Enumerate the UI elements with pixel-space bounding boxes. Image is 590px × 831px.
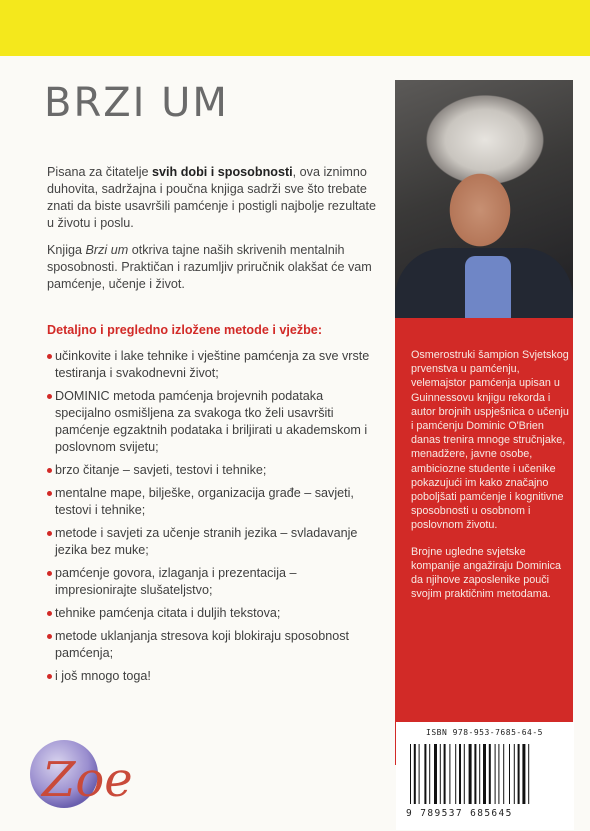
bullet-icon: [47, 394, 52, 399]
methods-heading: Detaljno i pregledno izložene metode i vježbe:: [47, 323, 323, 337]
bullet-icon: [47, 531, 52, 536]
barcode: [396, 722, 574, 830]
bio-paragraph-1: Osmerostruki šampion Svjetskog prvenstva u pamćenju, velemajstor pamćenja upisan u Guinnessovu knjigu rekorda i autor brojnih uspješnica o učenju i pamćenju Dominic O'Brien danas trenira mnoge stručnjake, menadžere, javne osobe, ambiciozne studente i učenike pokazujući im kako značajno poboljšati pamćenje i kognitivne sposobnosti u osobnom i poslovnom životu.: [411, 349, 569, 532]
barcode-number: 9 789537 685645: [406, 808, 513, 819]
top-yellow-band: [0, 0, 590, 56]
book-title: BRZI UM: [44, 80, 229, 126]
methods-list: [47, 348, 377, 691]
method-item: mentalne mape, bilješke, organizacija građe – savjeti, testovi i tehnike;: [47, 485, 377, 519]
publisher-logo: [22, 728, 162, 818]
bio-paragraph-2: Brojne ugledne svjetske kompanije angažiraju Dominica da njihove zaposlenike pouči svojim praktičnim metodama.: [411, 545, 562, 601]
method-item: metode uklanjanja stresova koji blokiraju sposobnost pamćenja;: [47, 628, 377, 662]
intro-text: [47, 164, 382, 303]
method-item: brzo čitanje – savjeti, testovi i tehnike;: [47, 462, 377, 479]
svg-text:Zoe: Zoe: [42, 752, 133, 808]
bullet-icon: [47, 674, 52, 679]
bullet-icon: [47, 491, 52, 496]
bullet-icon: [47, 571, 52, 576]
bullet-icon: [47, 611, 52, 616]
intro-paragraph-1: Pisana za čitatelje svih dobi i sposobnosti, ova iznimno duhovita, sadržajna i poučna knjiga sadrži sve što trebate znati da biste usavršili pamćenje i postigli najbolje rezultate u životu i poslu.: [47, 165, 377, 230]
isbn-label: ISBN 978-953-7685-64-5: [426, 728, 543, 737]
method-item: i još mnogo toga!: [47, 668, 377, 685]
method-item: DOMINIC metoda pamćenja brojevnih podataka specijalno osmišljena za svakoga tko želi usavršiti pamćenje egzaktnih podataka i briljirati u akademskom i poslovnom svijetu;: [47, 388, 377, 456]
method-item: pamćenje govora, izlaganja i prezentacija – impresionirajte slušateljstvo;: [47, 565, 377, 599]
barcode-bars: [408, 744, 564, 804]
method-item: metode i savjeti za učenje stranih jezika – svladavanje jezika bez muke;: [47, 525, 377, 559]
bullet-icon: [47, 354, 52, 359]
author-photo: [395, 80, 573, 318]
method-item: učinkovite i lake tehnike i vještine pamćenja za sve vrste testiranja i svakodnevni život;: [47, 348, 377, 382]
method-item: tehnike pamćenja citata i duljih tekstova;: [47, 605, 377, 622]
bullet-icon: [47, 634, 52, 639]
author-bio-panel: [395, 318, 573, 765]
bullet-icon: [47, 468, 52, 473]
intro-paragraph-2: Knjiga Brzi um otkriva tajne naših skrivenih mentalnih sposobnosti. Praktičan i razumljiv priručnik olakšat će vam pamćenje, učenje i život.: [47, 243, 372, 291]
